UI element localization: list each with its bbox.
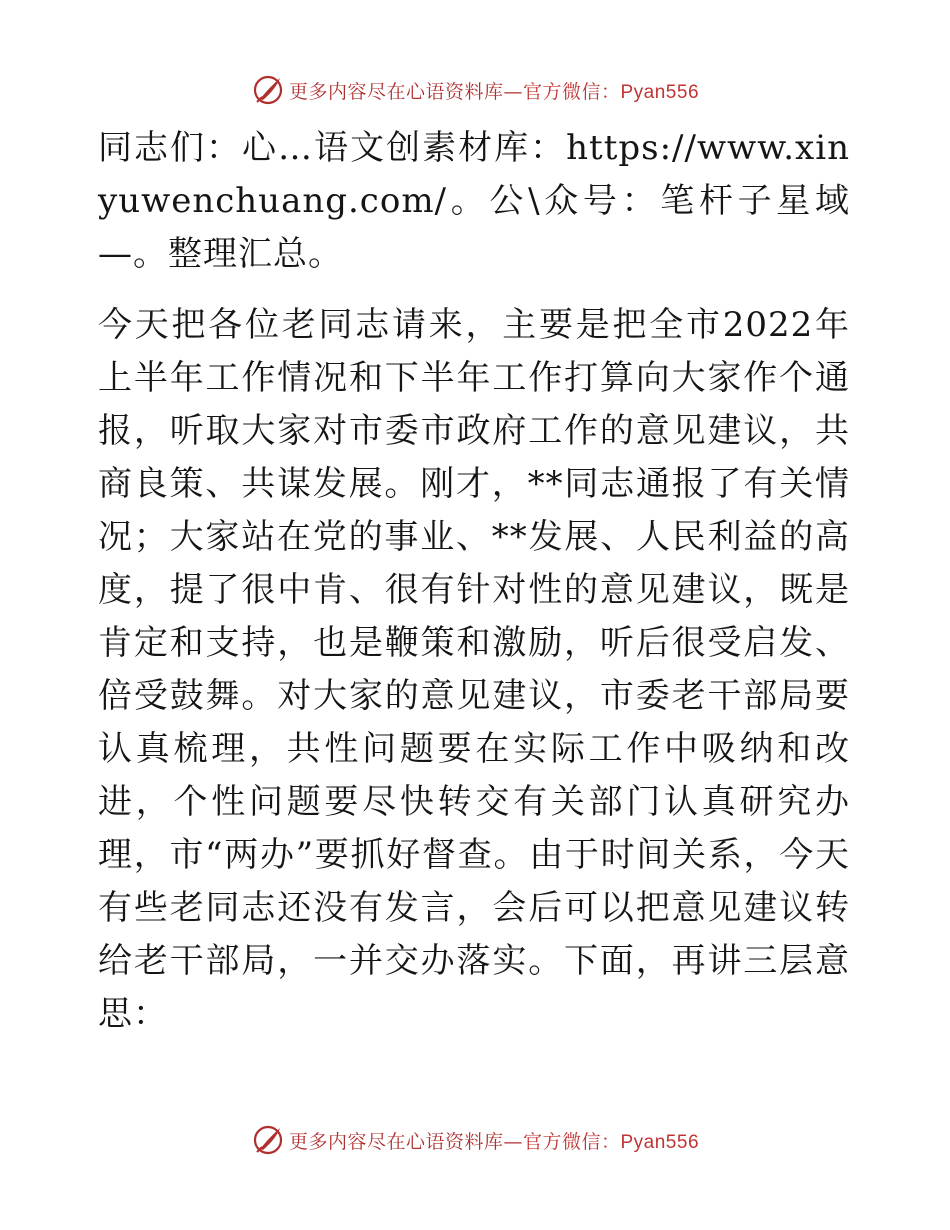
header-banner-contact: 官方微信：Pyan556 [523, 81, 700, 103]
footer-banner-main: 更多内容尽在心语资料库 [288, 1130, 504, 1153]
footer-banner-contact: 官方微信：Pyan556 [523, 1131, 700, 1153]
footer-banner [0, 1120, 950, 1160]
footer-banner-text [289, 1127, 699, 1154]
header-banner-separator: — [503, 80, 523, 103]
paragraph-opening-remarks: 今天把各位老同志请来，主要是把全市2022年上半年工作情况和下半年工作打算向大家作个通报，听取大家对市委市政府工作的意见建议，共商良策、共谋发展。刚才，**同志通报了有关情况；大家站在党的事业、**发展、人民利益的高度，提了很中肯、很有针对性的意见建议，既是肯定和支持，也是鞭策和激励，听后很受启发、倍受鼓舞。对大家的意见建议，市委老干部局要认真梳理，共性问题要在实际工作中吸纳和改进，个性问题要尽快转交有关部门认真研究办理，市“两办”要抓好督查。由于时间关系，今天有些老同志还没有发言，会后可以把意见建议转给老干部局，一并交办落实。下面，再讲三层意思： [98, 305, 850, 1034]
header-banner-main: 更多内容尽在心语资料库 [288, 80, 504, 103]
quill-pen-logo-icon [251, 73, 285, 107]
header-banner [0, 70, 950, 110]
paragraph-greeting: 同志们：心…语文创素材库：https://www.xinyuwenchuang.com/。公\众号：笔杆子星域—。整理汇总。 [98, 128, 850, 274]
document-body [98, 122, 850, 1041]
header-banner-text [289, 77, 699, 104]
quill-pen-logo-icon [251, 1123, 285, 1157]
footer-banner-separator: — [503, 1130, 523, 1153]
